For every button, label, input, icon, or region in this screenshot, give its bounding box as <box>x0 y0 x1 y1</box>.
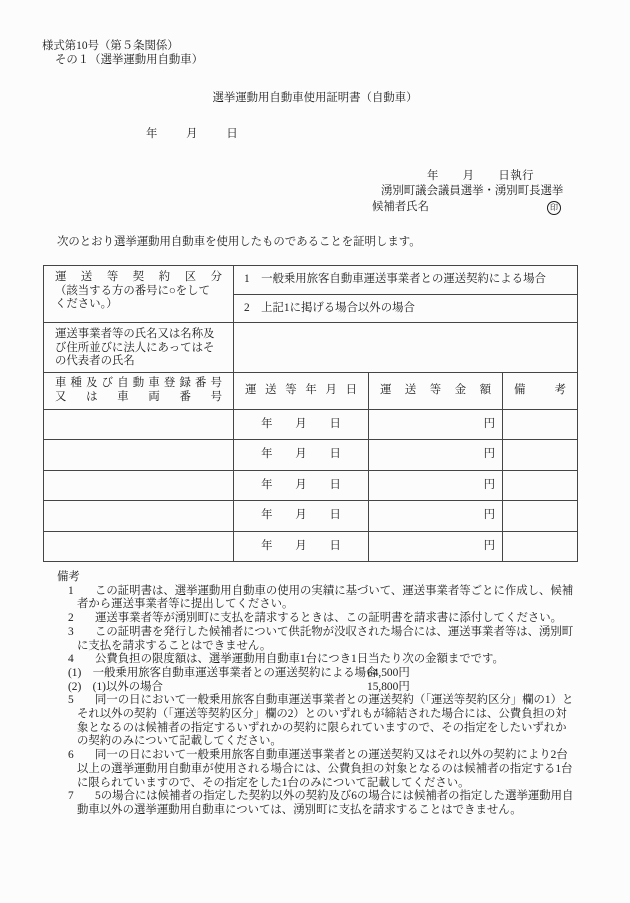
amount-cell: 円 <box>369 409 503 440</box>
note-number: 4 <box>68 653 74 666</box>
note-item <box>57 653 577 667</box>
notes-heading: 備考 <box>57 571 80 583</box>
remarks-cell <box>503 531 578 562</box>
seal-mark: 印 <box>547 201 561 215</box>
note-number: 2 <box>68 612 74 625</box>
note-text: この証明書を発行した候補者について供託物が没収された場合には、運送事業者等は、湧別町に支払を請求することはできません。 <box>77 625 574 652</box>
amount-cell: 円 <box>369 440 503 471</box>
note-number: 6 <box>68 749 74 762</box>
contract-type-label: 運送等契約区分 <box>55 271 222 283</box>
table-row <box>44 440 578 471</box>
transport-date-cell: 年 月 日 <box>234 440 369 471</box>
table-row <box>44 531 578 562</box>
form-number-block <box>42 40 203 67</box>
transport-date-cell: 年 月 日 <box>234 409 369 440</box>
vehicle-cell <box>44 440 234 471</box>
note-number: 5 <box>68 694 74 707</box>
usage-table <box>43 265 578 562</box>
note-number: 3 <box>68 625 74 638</box>
operator-name-label: 運送事業者等の氏名又は名称及び住所並びに法人にあってはその代表者の氏名 <box>44 323 234 373</box>
table-row <box>44 501 578 532</box>
note-subitem <box>57 681 577 695</box>
note-text: 同一の日において一般乗用旅客自動車運送事業者との運送契約又はそれ以外の契約により2台以上の選挙運動用自動車が使用される場合には、公費負担の対象となるのは候補者の指定する1台に限られていますので、その指定をした1台のみについて記載してください。 <box>77 749 573 789</box>
transport-date-cell: 年 月 日 <box>234 470 369 501</box>
contract-type-label-cell <box>44 266 234 323</box>
remarks-cell <box>503 440 578 471</box>
note-item <box>57 749 577 790</box>
issue-block <box>372 169 569 215</box>
vehicle-cell <box>44 531 234 562</box>
document-date-line: 年 月 日 <box>146 128 240 140</box>
note-item <box>57 790 577 817</box>
contract-type-note-line2: ください。） <box>55 298 118 310</box>
transport-date-cell: 年 月 日 <box>234 531 369 562</box>
form-number: 様式第10号（第５条関係） <box>42 40 179 52</box>
execution-date: 年 月 日執行 <box>427 170 535 182</box>
notes-section <box>57 571 577 818</box>
page-title: 選挙運動用自動車使用証明書（自動車） <box>212 92 418 104</box>
col-header-transport-date: 運送等年月日 <box>234 372 369 409</box>
note-item <box>57 585 577 612</box>
note-item <box>57 626 577 653</box>
note-sub-amount: 64,500円 <box>367 666 410 679</box>
note-text: 公費負担の限度額は、選挙運動用自動車1台につき1日当たり次の金額までです。 <box>95 653 504 666</box>
election-name: 湧別町議会議員選挙・湧別町長選挙 <box>381 185 564 198</box>
vehicle-cell <box>44 409 234 440</box>
table-row <box>44 409 578 440</box>
note-sub-label: (2) (1)以外の場合 <box>68 680 163 693</box>
note-text: 同一の日において一般乗用旅客自動車運送事業者との運送契約（「運送等契約区分」欄の1）とそれ以外の契約（「運送等契約区分」欄の2）とのいずれもが締結された場合には、公費負担の対象となるのは候補者の指定するいずれかの契約に限られていますので、その指定をしたいずれかの契約のみについて記載してください。 <box>77 694 574 748</box>
amount-cell: 円 <box>369 531 503 562</box>
vehicle-cell <box>44 501 234 532</box>
note-sub-label: (1) 一般乗用旅客自動車運送事業者との運送契約による場合 <box>68 666 378 679</box>
remarks-cell <box>503 409 578 440</box>
certify-statement: 次のとおり選挙運動用自動車を使用したものであることを証明します。 <box>57 236 421 248</box>
note-item <box>57 694 577 749</box>
note-subitem <box>57 667 577 681</box>
vehicle-cell <box>44 470 234 501</box>
contract-type-note-line1: （該当する方の番号に○をして <box>55 284 210 297</box>
form-variant: その１（選挙運動用自動車） <box>55 53 204 66</box>
contract-option-2: 2 上記1に掲げる場合以外の場合 <box>234 295 578 323</box>
note-number: 1 <box>68 584 74 597</box>
note-sub-amount: 15,800円 <box>367 680 410 693</box>
remarks-cell <box>503 501 578 532</box>
col-header-remarks: 備考 <box>503 372 578 409</box>
table-row <box>44 470 578 501</box>
note-item <box>57 612 577 626</box>
operator-name-value-cell <box>234 323 578 373</box>
candidate-name-label: 候補者氏名 <box>372 200 429 213</box>
note-text: この証明書は、選挙運動用自動車の使用の実績に基づいて、運送事業者等ごとに作成し、候補者から運送事業者等に提出してください。 <box>77 584 574 611</box>
transport-date-cell: 年 月 日 <box>234 501 369 532</box>
note-text: 5の場合には候補者の指定した契約以外の契約及び6の場合には候補者の指定した選挙運動用自動車以外の選挙運動用自動車については、湧別町に支払を請求することはできません。 <box>77 790 574 816</box>
amount-cell: 円 <box>369 470 503 501</box>
note-number: 7 <box>68 790 74 803</box>
note-text: 運送事業者等が湧別町に支払を請求するときは、この証明書を請求書に添付してください。 <box>95 612 563 625</box>
amount-cell: 円 <box>369 501 503 532</box>
col-header-vehicle: 車種及び自動車登録番号 又は車両番号 <box>44 372 234 409</box>
contract-option-1: 1 一般乗用旅客自動車運送事業者との運送契約による場合 <box>234 266 578 295</box>
col-header-amount: 運送等金額 <box>369 372 503 409</box>
remarks-cell <box>503 470 578 501</box>
candidate-name-line <box>372 200 569 215</box>
